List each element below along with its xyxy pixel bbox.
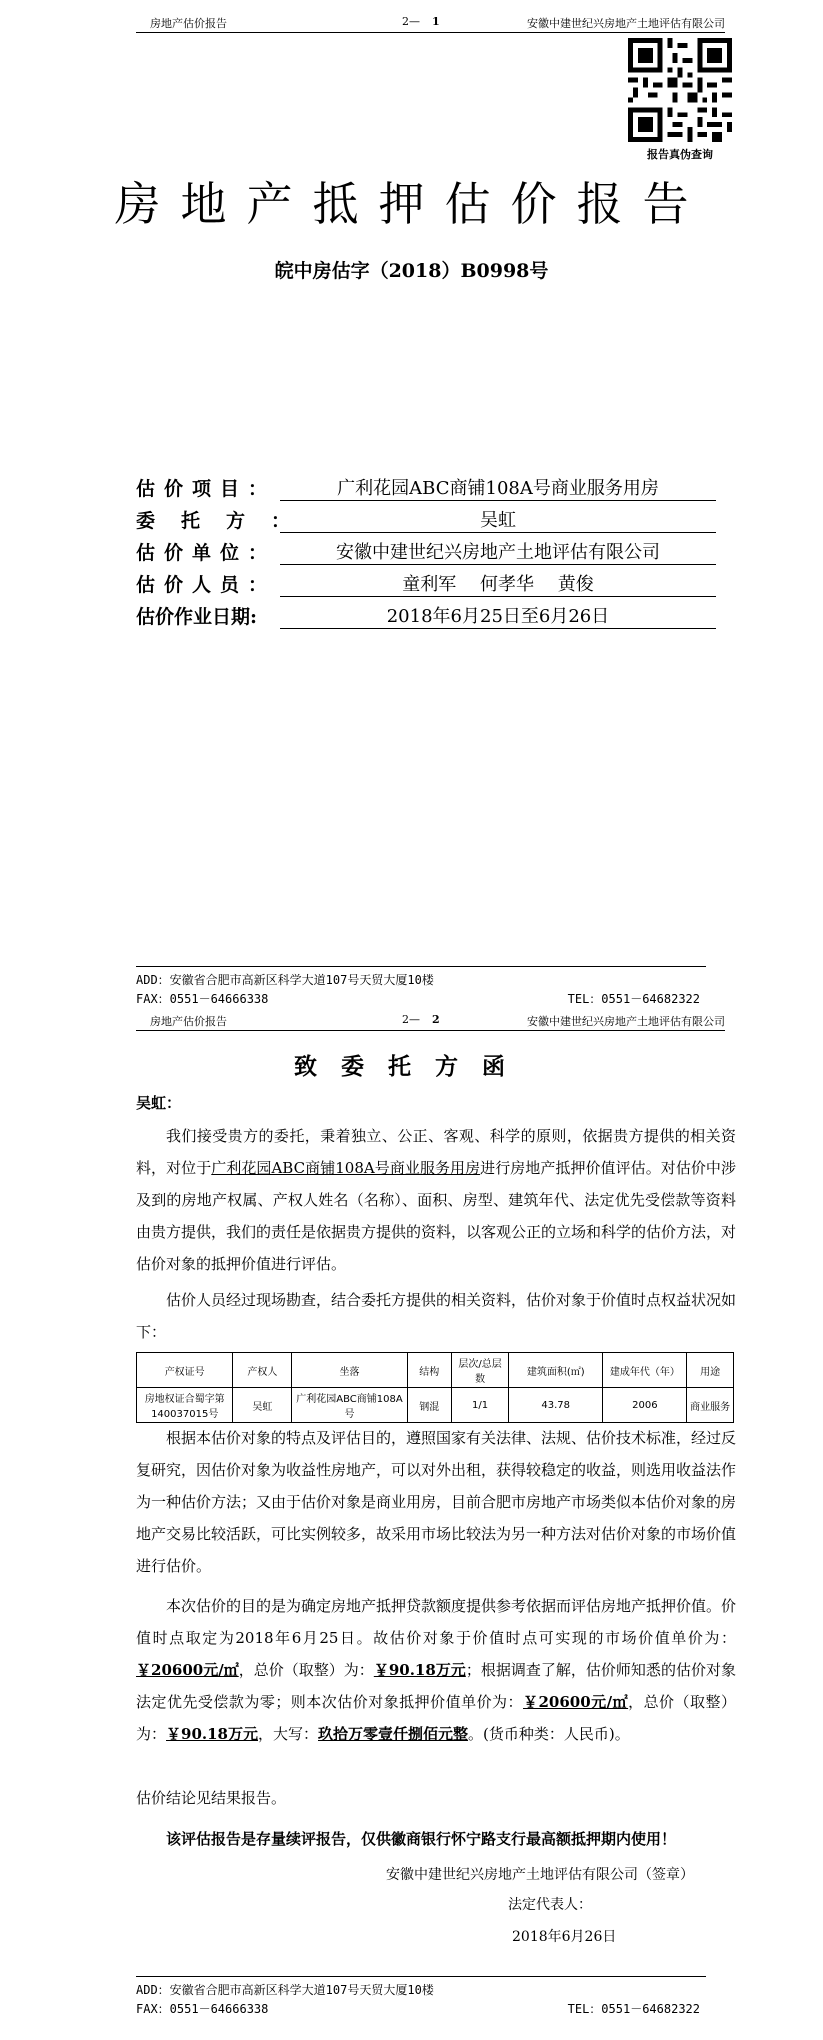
org-label: 估价单位： <box>136 542 277 564</box>
project-value: 广利花园ABC商铺108A号商业服务用房 <box>280 474 716 501</box>
footer-address: ADD：安徽省合肥市高新区科学大道107号天贸大厦10楼 <box>136 973 434 987</box>
signature-date: 2018年6月26日 <box>512 1929 617 1945</box>
table-header: 结构 <box>407 1353 452 1388</box>
table-header: 产权人 <box>233 1353 292 1388</box>
qr-caption: 报告真伪查询 <box>647 148 713 161</box>
info-row-project <box>136 472 726 502</box>
footer-divider <box>136 1976 706 1977</box>
paragraph-valuation: 本次估价的目的是为确定房地产抵押贷款额度提供参考依据而评估房地产抵押价值。价值时点取定为2018年6月25日。故估价对象于价值时点可实现的市场价值单价为：￥20600元/㎡，总价（取整）为：￥90.18万元；根据调查了解，估价师知悉的估价对象法定优先受偿款为零；则本次估价对象抵押价值单价为：￥20600元/㎡，总价（取整）为：￥90.18万元，大写：玖拾万零壹仟捌佰元整。(货币种类：人民币)。 <box>136 1597 737 1743</box>
paragraph-method: 根据本估价对象的特点及评估目的，遵照国家有关法律、法规、估价技术标准，经过反复研究，因估价对象为收益性房地产，可以对外出租，获得较稳定的收益，则选用收益法作为一种估价方法；又由于估价对象是商业用房，目前合肥市房地产市场类似本估价对象的房地产交易比较活跃，可比实例较多，故采用市场比较法为另一种方法对估价对象的市场价值进行估价。 <box>136 1429 737 1575</box>
footer-tel: TEL：0551－64682322 <box>567 992 700 1006</box>
table-header: 层次/总层数 <box>452 1353 509 1388</box>
report-title: 房地产抵押估价报告 <box>114 177 709 231</box>
header-right: 安徽中建世纪兴房地产土地评估有限公司 <box>527 1015 725 1028</box>
page-header <box>136 12 725 33</box>
client-label: 委托方： <box>136 510 317 532</box>
qr-code-icon[interactable] <box>628 38 732 142</box>
unit-price: ￥20600元/㎡ <box>136 1661 239 1679</box>
table-header: 用途 <box>687 1353 734 1388</box>
mortgage-total-price: ￥90.18万元 <box>166 1725 258 1743</box>
page-footer <box>136 966 716 1006</box>
header-page-number: 2— 2 <box>402 1013 440 1026</box>
property-table <box>136 1352 734 1423</box>
amount-in-words: 玖拾万零壹仟捌佰元整 <box>318 1725 469 1743</box>
table-row <box>137 1388 734 1423</box>
letter-title: 致委托方函 <box>294 1053 529 1080</box>
table-header: 建成年代（年） <box>603 1353 687 1388</box>
appraisers-value: 童利军 何孝华 黄俊 <box>280 570 716 597</box>
document-number: 皖中房估字（2018）B0998号 <box>274 260 549 282</box>
appraisers-label: 估价人员： <box>136 574 277 596</box>
paragraph-inspection: 估价人员经过现场勘查，结合委托方提供的相关资料，估价对象于价值时点权益状况如下： <box>136 1291 737 1341</box>
table-cell: 房地权证合蜀字第140037015号 <box>137 1388 233 1423</box>
date-value: 2018年6月25日至6月26日 <box>280 602 716 629</box>
info-row-org <box>136 536 726 566</box>
table-header: 建筑面积(㎡) <box>509 1353 603 1388</box>
table-cell: 1/1 <box>452 1388 509 1423</box>
mortgage-unit-price: ￥20600元/㎡ <box>523 1693 629 1711</box>
project-label: 估价项目： <box>136 478 277 500</box>
footer-contact <box>136 2000 716 2016</box>
paragraph-intro: 我们接受贵方的委托，秉着独立、公正、客观、科学的原则，依据贵方提供的相关资料，对位于广利花园ABC商铺108A号商业服务用房进行房地产抵押价值评估。对估价中涉及到的房地产权属、产权人姓名（名称）、面积、房型、建筑年代、法定优先受偿款等资料由贵方提供，我们的责任是依据贵方提供的资料，以客观公正的立场和科学的估价方法，对估价对象的抵押价值进行评估。 <box>136 1127 737 1273</box>
footer-fax: FAX：0551－64666338 <box>136 2002 269 2016</box>
table-header: 产权证号 <box>137 1353 233 1388</box>
date-label: 估价作业日期: <box>136 606 258 628</box>
info-row-appraisers <box>136 568 726 598</box>
header-left: 房地产估价报告 <box>150 1015 227 1028</box>
header-right: 安徽中建世纪兴房地产土地评估有限公司 <box>527 17 725 30</box>
footer-fax: FAX：0551－64666338 <box>136 992 269 1006</box>
page-header-2 <box>136 1010 725 1031</box>
table-cell: 钢混 <box>407 1388 452 1423</box>
usage-note: 该评估报告是存量续评报告，仅供徽商银行怀宁路支行最高额抵押期内使用！ <box>166 1830 677 1848</box>
salutation: 吴虹： <box>136 1094 182 1112</box>
paragraph-conclusion: 估价结论见结果报告。 <box>136 1789 287 1807</box>
table-cell: 43.78 <box>509 1388 603 1423</box>
client-value: 吴虹 <box>280 506 716 533</box>
info-row-date <box>136 600 726 630</box>
org-value: 安徽中建世纪兴房地产土地评估有限公司 <box>280 538 716 565</box>
table-header: 坐落 <box>292 1353 407 1388</box>
table-cell: 2006 <box>603 1388 687 1423</box>
table-cell: 吴虹 <box>233 1388 292 1423</box>
table-cell: 广利花园ABC商铺108A号 <box>292 1388 407 1423</box>
header-left: 房地产估价报告 <box>150 17 227 30</box>
footer-tel: TEL：0551－64682322 <box>567 2002 700 2016</box>
company-signature: 安徽中建世纪兴房地产土地评估有限公司（签章） <box>386 1867 694 1883</box>
footer-address: ADD：安徽省合肥市高新区科学大道107号天贸大厦10楼 <box>136 1983 434 1997</box>
table-cell: 商业服务 <box>687 1388 734 1423</box>
table-header-row <box>137 1353 734 1388</box>
info-row-client <box>136 504 726 534</box>
footer-contact <box>136 990 716 1006</box>
legal-representative: 法定代表人： <box>508 1897 592 1913</box>
header-page-number: 2— 1 <box>402 15 440 28</box>
page-footer-2 <box>136 1976 716 2016</box>
footer-divider <box>136 966 706 967</box>
total-price: ￥90.18万元 <box>373 1661 466 1679</box>
property-name: 广利花园ABC商铺108A号商业服务用房 <box>211 1159 481 1177</box>
